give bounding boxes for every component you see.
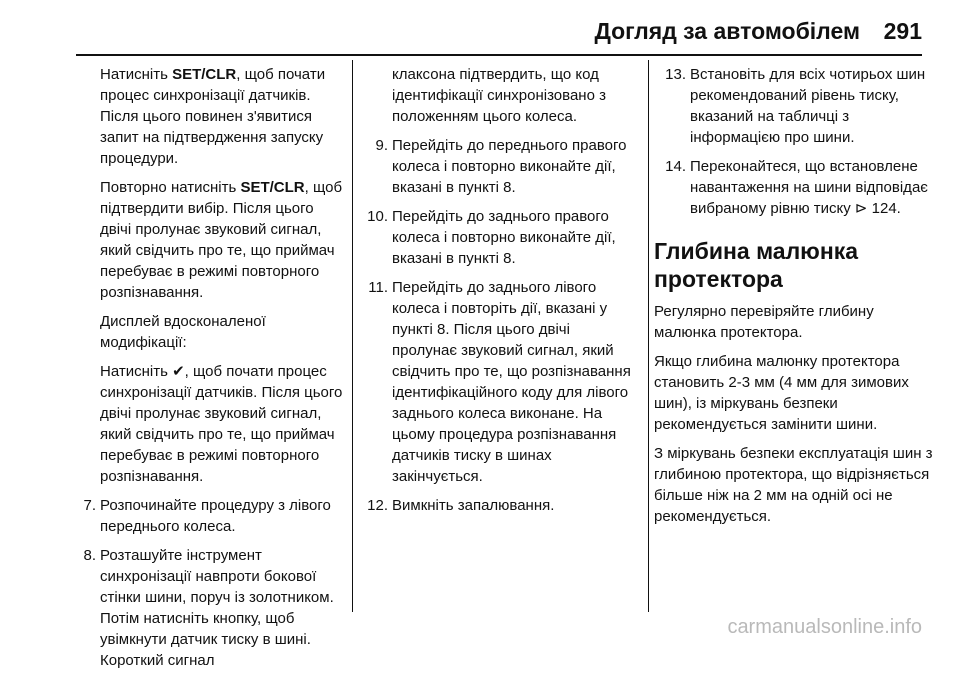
list-item-8: 8. Розташуйте інструмент синхронізації навпроти бокової стінки шини, поруч із золотником. Потім натисніть кнопку, щоб увімкнути датчик тиску в шині. Короткий сигнал [83, 547, 334, 669]
list-item-12: 12. Вимкніть запалювання. [367, 497, 555, 514]
page-header [0, 0, 960, 56]
checkmark-icon: ✔ [172, 363, 185, 380]
list-item-10: 10. Перейдіть до заднього правого колеса і повторно виконайте дії, вказані в пункті 8. [367, 208, 616, 267]
list-item-14: 14. Переконайтеся, що встановлене навантаження на шини відповідає вибраному рівню тиску ⊳ 124. [665, 158, 928, 217]
set-clr-button-label: SET/CLR [240, 179, 305, 196]
paragraph-checkmark-start: Натисніть ✔, щоб почати процес синхронізації датчиків. Після цього двічі пролунає звуковий сигнал, який свідчить про те, що приймач перебуває в режимі повторного розпізнавання. [100, 363, 343, 485]
column-2 [356, 64, 638, 524]
list-item-9: 9. Перейдіть до переднього правого колеса і повторно виконайте дії, вказані в пункті 8. [375, 137, 627, 196]
watermark: carmanualsonline.info [727, 616, 922, 638]
header-rule [76, 54, 922, 56]
paragraph-tread-replace: Якщо глибина малюнку протектора становить 2-3 мм (4 мм для зимових шин), із міркувань безпеки рекомендується замінити шини. [654, 353, 909, 433]
page-reference-arrow-icon: ⊳ [854, 200, 868, 217]
column-divider-1 [352, 60, 353, 612]
paragraph-tread-axle-difference: З міркувань безпеки експлуатація шин з глибиною протектора, що відрізняється більше ніж на 2 мм на одній осі не рекомендується. [654, 445, 933, 525]
paragraph-set-clr-confirm: Повторно натисніть SET/CLR, щоб підтвердити вибір. Після цього двічі пролунає звуковий сигнал, який свідчить про те, що приймач перебуває в режимі повторного розпізнавання. [100, 179, 343, 301]
list-item-11: 11. Перейдіть до заднього лівого колеса і повторіть дії, вказані у пункті 8. Після цього двічі пролунає звуковий сигнал, який свідчить про те, що розпізнавання ідентифікаційного коду для лівого заднього колеса виконане. На цьому процедура розпізнавання датчиків тиску в шинах закінчується. [368, 279, 631, 485]
set-clr-button-label: SET/CLR [172, 66, 237, 83]
column-3 [654, 64, 936, 535]
paragraph-set-clr-start: Натисніть SET/CLR, щоб почати процес синхронізації датчиків. Після цього повинен з'явитися запит на підтвердження запуску процедури. [100, 66, 326, 167]
paragraph-advanced-display: Дисплей вдосконаленої модифікації: [100, 313, 266, 351]
list-item-8-continued: клаксона підтвердить, що код ідентифікації синхронізовано з положенням цього колеса. [392, 66, 606, 125]
header-title: Догляд за автомобілем [594, 18, 860, 44]
column-1 [80, 64, 348, 679]
paragraph-tread-check: Регулярно перевіряйте глибину малюнка протектора. [654, 303, 874, 341]
list-item-7: 7. Розпочинайте процедуру з лівого переднього колеса. [83, 497, 331, 535]
section-heading-tread-depth: Глибина малюнка протектора [654, 238, 859, 292]
column-divider-2 [648, 60, 649, 612]
page-number: 291 [883, 18, 922, 44]
list-item-13: 13. Встановіть для всіх чотирьох шин рекомендований рівень тиску, вказаний на табличці з інформацією про шини. [665, 66, 926, 146]
